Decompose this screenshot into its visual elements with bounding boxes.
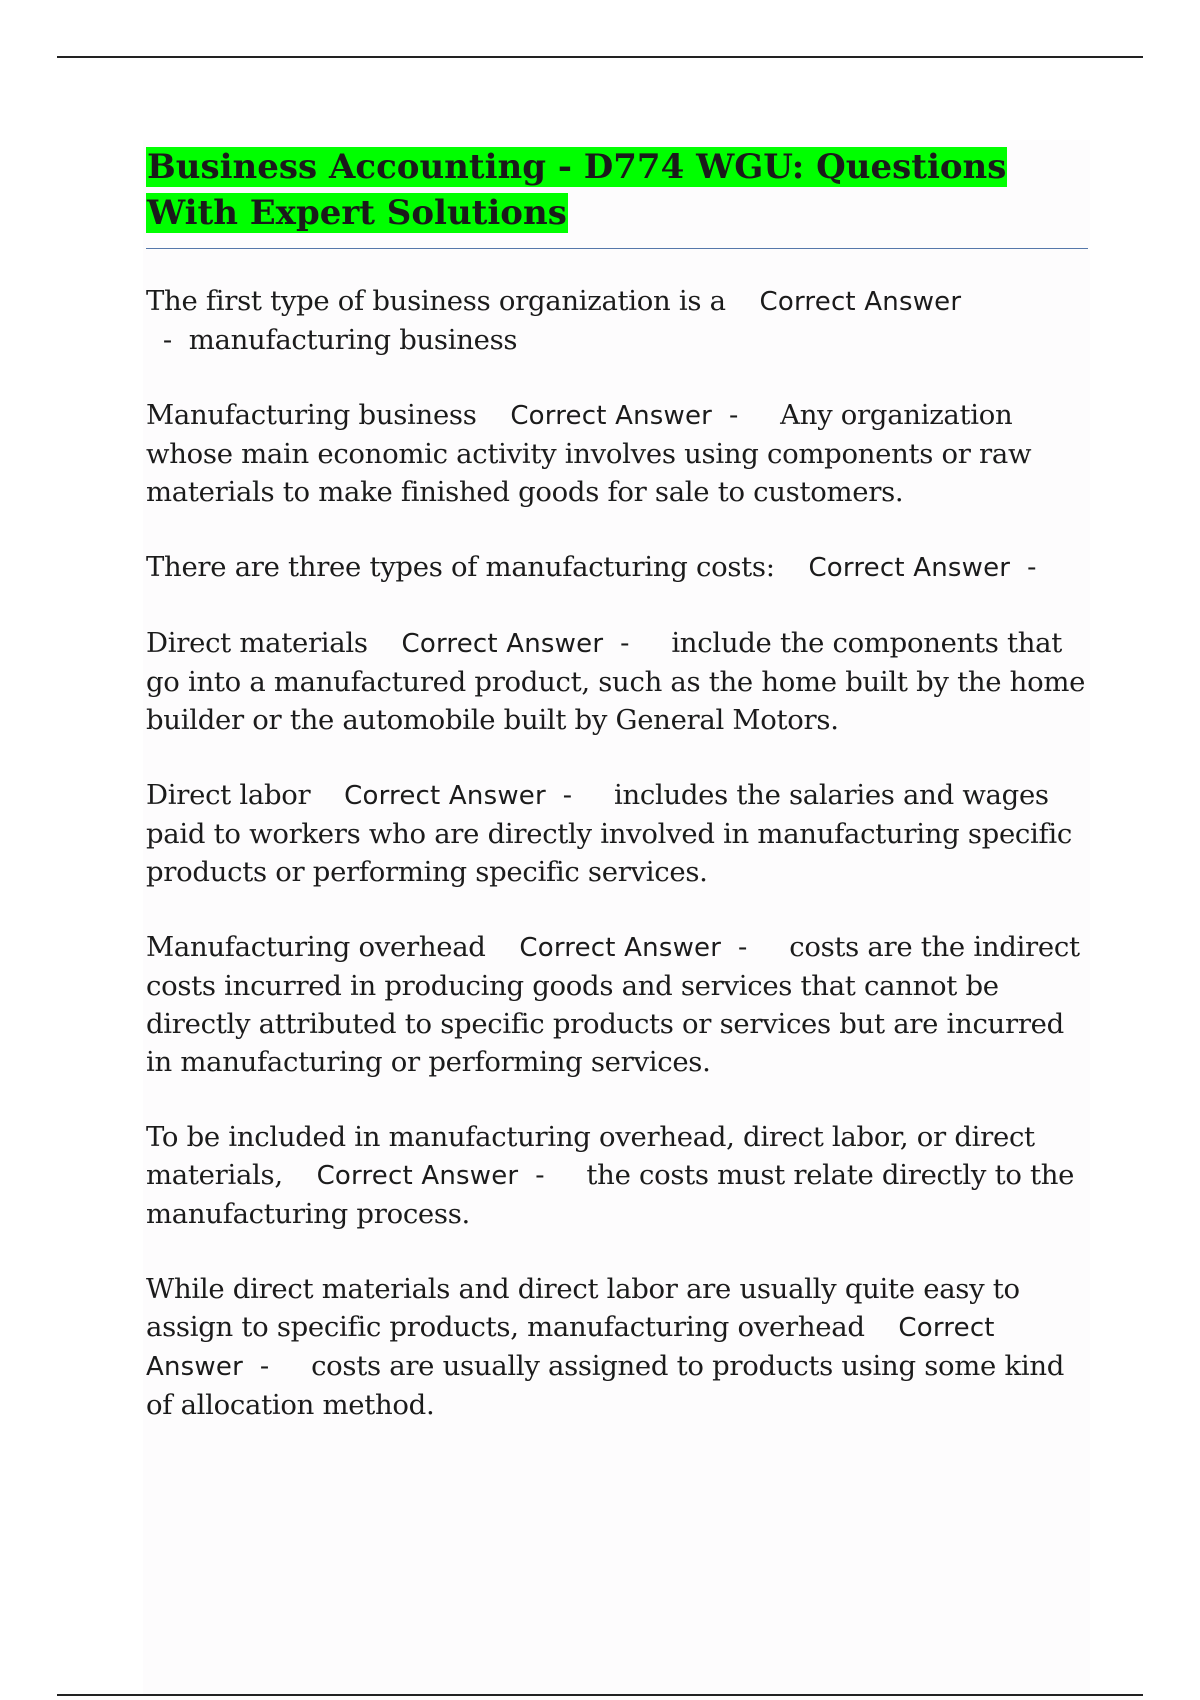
title-underline (146, 248, 1088, 249)
question-text: Manufacturing overhead (146, 931, 486, 963)
qa-item: Manufacturing business Correct Answer - Any organization whose main economic activity involves using components or raw materials to make finished goods for sale to customers. (146, 399, 1032, 508)
page-bottom-rule (57, 1694, 1143, 1696)
answer-text: manufacturing business (188, 324, 518, 356)
answer-text: Any organization whose main economic activity involves using components or raw materials to make finished goods for sale to customers. (146, 399, 1032, 508)
answer-text: costs are the indirect costs incurred in producing goods and services that cannot be directly attributed to specific products or services but are incurred in manufacturing or performing services. (146, 931, 1080, 1078)
answer-text: includes the salaries and wages paid to workers who are directly involved in manufacturing specific products or performing specific services. (146, 779, 1073, 888)
title-highlight: Business Accounting - D774 WGU: Questions With Expert Solutions (147, 147, 1007, 233)
answer-text: the costs must relate directly to the manufacturing process. (146, 1159, 1075, 1230)
correct-answer-label: Correct Answer (146, 1313, 995, 1382)
correct-answer-label: Correct Answer (759, 287, 962, 317)
correct-answer-label: Correct Answer (316, 1161, 519, 1191)
correct-answer-label: Correct Answer (808, 553, 1011, 583)
qa-item: To be included in manufacturing overhead, direct labor, or direct materials, Correct Answer - the costs must relate directly to the manufacturing process. (146, 1121, 1075, 1230)
qa-item: Manufacturing overhead Correct Answer - costs are the indirect costs incurred in producing goods and services that cannot be directly attributed to specific products or services but are incurred in manufacturing or performing services. (146, 931, 1080, 1078)
qa-item: While direct materials and direct labor are usually quite easy to assign to specific products, manufacturing overhead Correct Answer - costs are usually assigned to products using some kind of allocation method. (146, 1273, 1065, 1421)
question-text: Direct materials (146, 627, 368, 659)
correct-answer-label: Correct Answer (401, 629, 604, 659)
question-text: To be included in manufacturing overhead, direct labor, or direct materials, (146, 1121, 1035, 1191)
title-block (146, 144, 1090, 236)
answer-text: include the components that go into a manufactured product, such as the home built by the home builder or the automobile built by General Motors. (146, 627, 1086, 736)
correct-answer-label: Correct Answer (519, 933, 722, 963)
correct-answer-label: Correct Answer (510, 401, 713, 431)
qa-item: There are three types of manufacturing costs: Correct Answer - (146, 551, 1037, 583)
question-text: Manufacturing business (146, 399, 477, 431)
question-text: There are three types of manufacturing costs: (146, 551, 775, 583)
qa-list (146, 282, 1092, 1461)
document-title (146, 144, 1090, 236)
correct-answer-label: Correct Answer (344, 781, 546, 811)
qa-item: The first type of business organization is a Correct Answer - manufacturing business (146, 285, 962, 356)
answer-text: costs are usually assigned to products using some kind of allocation method. (146, 1350, 1065, 1421)
qa-item: Direct materials Correct Answer - include the components that go into a manufactured product, such as the home built by the home builder or the automobile built by General Motors. (146, 627, 1086, 736)
page-top-rule (57, 56, 1143, 58)
qa-item: Direct labor Correct Answer - includes the salaries and wages paid to workers who are directly involved in manufacturing specific products or performing specific services. (146, 779, 1073, 888)
question-text: While direct materials and direct labor are usually quite easy to assign to specific products, manufacturing overhead (146, 1273, 1020, 1343)
question-text: Direct labor (146, 779, 311, 811)
question-text: The first type of business organization is a (146, 285, 726, 317)
